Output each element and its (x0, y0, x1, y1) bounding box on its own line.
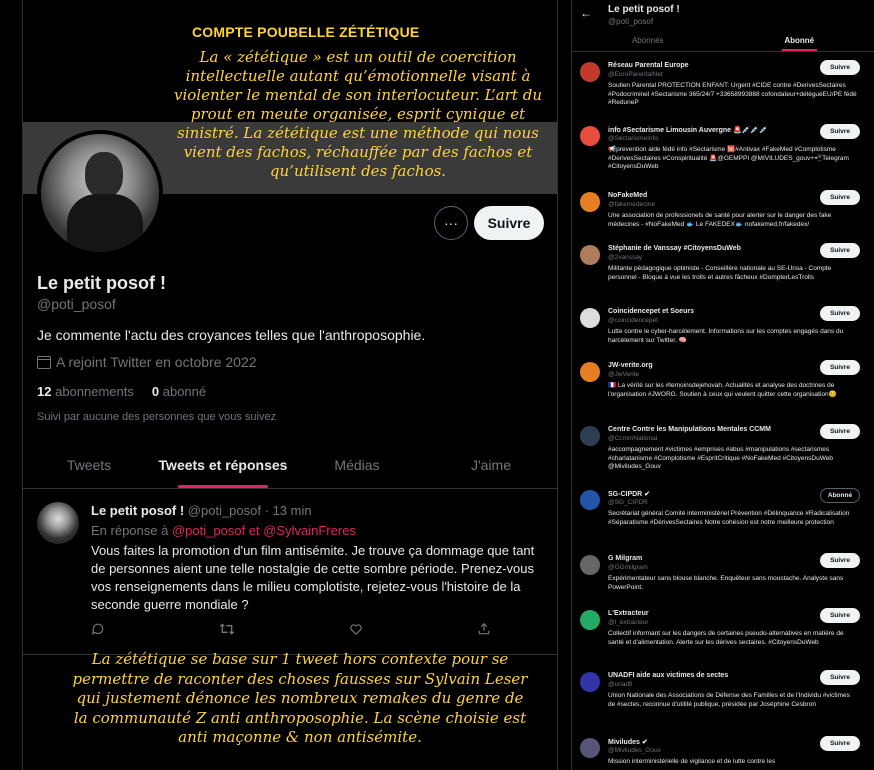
tweet[interactable] (22, 490, 558, 655)
calendar-icon (37, 356, 51, 369)
user-handle[interactable]: @l_extracteur (608, 619, 649, 626)
user-follow-button[interactable]: Suivre (820, 306, 860, 321)
profile-handle: @poti_posof (37, 296, 116, 312)
tweet-header (91, 503, 312, 518)
followers-title: Le petit posof ! (608, 4, 680, 15)
tweet-text: Vous faites la promotion d'un film antisémite. Je trouve ça dommage que tant de personnes aient une telle nostalgie de cette sombre période. Prenez-vous vos renseignements dans le milieu complotiste, rejetez-vous l'histoire de la seconde guerre mondiale ? (91, 543, 535, 612)
follow-button[interactable]: Suivre (474, 206, 544, 240)
overlay-bottom-text: La zététique se base sur 1 tweet hors contexte pour se permettre de raconter des choses fausses sur Sylvain Leser qui justement dénonce les nombreux remakes du genre de la communauté Z anti anthroposophie. La scène choisie est anti maçonne & non antisémite. (72, 650, 528, 746)
user-name[interactable]: G Milgram (608, 555, 643, 562)
tab-media[interactable]: Médias (334, 457, 380, 473)
user-bio: #accompagnement #victimes #emprises #abus #manipulations #sectarismes #charlatanisme #Complotisme #EspritCritique #NoFakeMed #CitoyensDuWeb @Miviludes_Gouv (608, 446, 833, 470)
profile-tabs (22, 445, 558, 489)
tab-tweets[interactable]: Tweets (66, 457, 112, 473)
retweet-icon[interactable] (219, 622, 235, 639)
followers-panel (571, 0, 874, 770)
profile-name: Le petit posof ! (37, 273, 166, 293)
joined-text: A rejoint Twitter en octobre 2022 (56, 354, 257, 370)
tweet-author-name[interactable]: Le petit posof ! (91, 503, 185, 518)
user-name[interactable]: Miviludes ✔ (608, 739, 648, 746)
user-bio: Militante pédagogique optimiste - Conseillère nationale au SE-Unsa - Compte personnel - Bloque à vue les trolls et autres fâcheux #DompterLesTrolls (608, 265, 832, 281)
user-bio: 🇫🇷 La vérité sur les #temoinsdejehovah. Actualités et analyse des doctrines de l'organisation #JWORG. Soutien à ceux qui veulent quitter cette organisation😊 (608, 382, 837, 398)
tweet-avatar[interactable] (37, 502, 79, 544)
user-bio: Union Nationale des Associations de Défense des Familles et de l'Individu #victimes de #sectes, reconnue d'utilité publique, présidée par Joséphine Cesbron (608, 692, 850, 708)
user-bio: Secrétariat général Comité interministériel Prévention #Délinquance #Radicalisation #Séparatisme #DérivesSectaires Notre cohésion est notre meilleure protection (608, 510, 850, 526)
user-handle[interactable]: @fakemedecine (608, 201, 656, 208)
user-follow-button[interactable]: Suivre (820, 736, 860, 751)
followers-handle: @poti_posof (608, 17, 654, 26)
user-avatar[interactable] (580, 192, 600, 212)
joined-date (37, 354, 257, 370)
overlay-title: COMPTE POUBELLE ZÉTÉTIQUE (192, 24, 420, 40)
user-handle[interactable]: @Miviludes_Gouv (608, 747, 661, 754)
user-handle[interactable]: @2vanssay (608, 254, 643, 261)
overlay-text: La « zététique » est un outil de coercition intellectuelle autant qu’émotionnelle visant à violenter le mental de son interlocuteur. L’art du prout en meute organisée, esprit cynique et sinistré. La zététique est une méthode qui nous vient des fachos, réchauffée par des fachos et qu’utilisent des fachos. (174, 48, 542, 180)
user-follow-button[interactable]: Suivre (820, 608, 860, 623)
user-follow-button[interactable]: Suivre (820, 553, 860, 568)
user-name[interactable]: UNADFI aide aux victimes de sectes (608, 672, 729, 679)
user-follow-button[interactable]: Suivre (820, 670, 860, 685)
following-link[interactable] (37, 384, 134, 399)
followers-count: 0 (151, 384, 160, 399)
tweet-time[interactable]: · 13 min (264, 503, 312, 518)
user-name[interactable]: SG-CIPDR ✔ (608, 491, 651, 498)
user-bio: Expérimentateur sans blouse blanche. Enquêteur sans moustache. Analyste sans PowerPoint. (608, 575, 844, 591)
user-handle[interactable]: @EuroParentalNet (608, 71, 663, 78)
followers-link[interactable] (152, 384, 206, 399)
user-bio: Mission interministérielle de vigilance et de lutte contre les (608, 758, 776, 765)
tweet-author-handle[interactable]: @poti_posof (187, 503, 261, 518)
avatar-head-shape (85, 152, 123, 198)
user-follow-button[interactable]: Suivre (820, 190, 860, 205)
tweet-reply-to (91, 523, 356, 538)
avatar-body-shape (67, 194, 143, 256)
tab-following[interactable]: Abonné (724, 30, 874, 51)
tab-likes[interactable]: J'aime (470, 457, 512, 473)
profile-bio: Je commente l'actu des croyances telles que l'anthroposophie. (37, 327, 426, 343)
user-avatar[interactable] (580, 555, 600, 575)
follow-stats (37, 384, 206, 399)
user-bio: Collectif informant sur les dangers de certaines pseudo-alternatives en matière de santé et d'alimentation. Alerte sur les dérives sectaires. #CitoyensDuWeb (608, 630, 844, 646)
user-follow-button[interactable]: Suivre (820, 360, 860, 375)
user-name[interactable]: L'Extracteur (608, 610, 649, 617)
user-bio: 📢prevention aide fédé info #Sectarisme 🆘#Antivax #FakeMed #Complotisme #DerivesSectaires #Conspiritualité 🚨@GEMPPI @MIVILUDES_gouv+📲Telegram #CitoyensDuWeb (608, 146, 849, 170)
user-handle[interactable]: @SectarismeInfo (608, 135, 658, 142)
tab-followers[interactable]: Abonnés (631, 36, 664, 45)
user-avatar[interactable] (580, 426, 600, 446)
following-count: 12 (37, 384, 52, 399)
user-avatar[interactable] (580, 126, 600, 146)
user-name[interactable]: NoFakeMed (608, 192, 648, 199)
reply-prefix: En réponse à (91, 523, 169, 538)
like-icon[interactable] (349, 622, 363, 639)
user-name[interactable]: Coincidencepet et Soeurs (608, 308, 694, 315)
user-follow-button[interactable]: Suivre (820, 60, 860, 75)
user-name[interactable]: JW-verite.org (608, 362, 653, 369)
user-avatar[interactable] (580, 610, 600, 630)
followers-label: abonné (162, 384, 207, 399)
profile-avatar[interactable] (37, 130, 163, 256)
tweet-actions (91, 622, 491, 639)
user-handle[interactable]: @unadfi (608, 681, 633, 688)
reply-mention-2[interactable]: @SylvainFreres (263, 523, 356, 538)
user-follow-button[interactable]: Suivre (820, 243, 860, 258)
user-bio: Lutte contre le cyber-harcèlement. Informations sur les comptes engagés dans du harcèlement sur Twitter. 🧠 (608, 328, 844, 344)
user-avatar[interactable] (580, 62, 600, 82)
user-avatar[interactable] (580, 245, 600, 265)
more-options-button[interactable]: ··· (434, 206, 468, 240)
user-follow-button[interactable]: Suivre (820, 424, 860, 439)
user-follow-button[interactable]: Suivre (820, 124, 860, 139)
user-bio: Soutien Parental PROTECTION ENFANT: Urgent #CIDE contre #DerivesSectaires #Podocriminel #Sectarisme 365/24/7 +33658993888 cofondateur+déléguéEU/PE fédé #ReduneP (608, 82, 857, 106)
user-avatar[interactable] (580, 308, 600, 328)
user-bio: Une association de professionels de santé pour alerter sur le danger des fake médecines - #NoFakeMed 🐟 Le FAKEDEX🐟 nofakemed.fr/fakedex/ (608, 212, 832, 228)
user-follow-button[interactable]: Abonné (820, 488, 860, 503)
followers-tabs (572, 30, 874, 52)
user-handle[interactable]: @CcmmNational (608, 435, 658, 442)
user-handle[interactable]: @coincidencepet (608, 317, 658, 324)
user-handle[interactable]: @GGmilgram (608, 564, 648, 571)
user-name[interactable]: Stéphanie de Vanssay #CitoyensDuWeb (608, 245, 741, 252)
user-handle[interactable]: @JwVerite (608, 371, 640, 378)
reply-and: et (248, 523, 260, 538)
user-name[interactable]: Centre Contre les Manipulations Mentales CCMM (608, 426, 771, 433)
user-avatar[interactable] (580, 672, 600, 692)
user-name[interactable]: Réseau Parental Europe (608, 62, 689, 69)
followed-by-text: Suivi par aucune des personnes que vous suivez (37, 411, 277, 423)
user-avatar[interactable] (580, 738, 600, 758)
user-avatar[interactable] (580, 362, 600, 382)
user-handle[interactable]: @SG_CIPDR (608, 499, 648, 506)
share-icon[interactable] (477, 622, 491, 639)
reply-mention-1[interactable]: @poti_posof (171, 523, 246, 538)
following-label: abonnements (55, 384, 134, 399)
user-avatar[interactable] (580, 490, 600, 510)
tab-tweets-replies[interactable]: Tweets et réponses (156, 445, 290, 488)
user-name[interactable]: info #Sectarisme Limousin Auvergne 🚨💉💉💉 (608, 127, 768, 134)
reply-icon[interactable] (91, 622, 105, 639)
back-arrow-icon[interactable]: ← (580, 6, 592, 20)
